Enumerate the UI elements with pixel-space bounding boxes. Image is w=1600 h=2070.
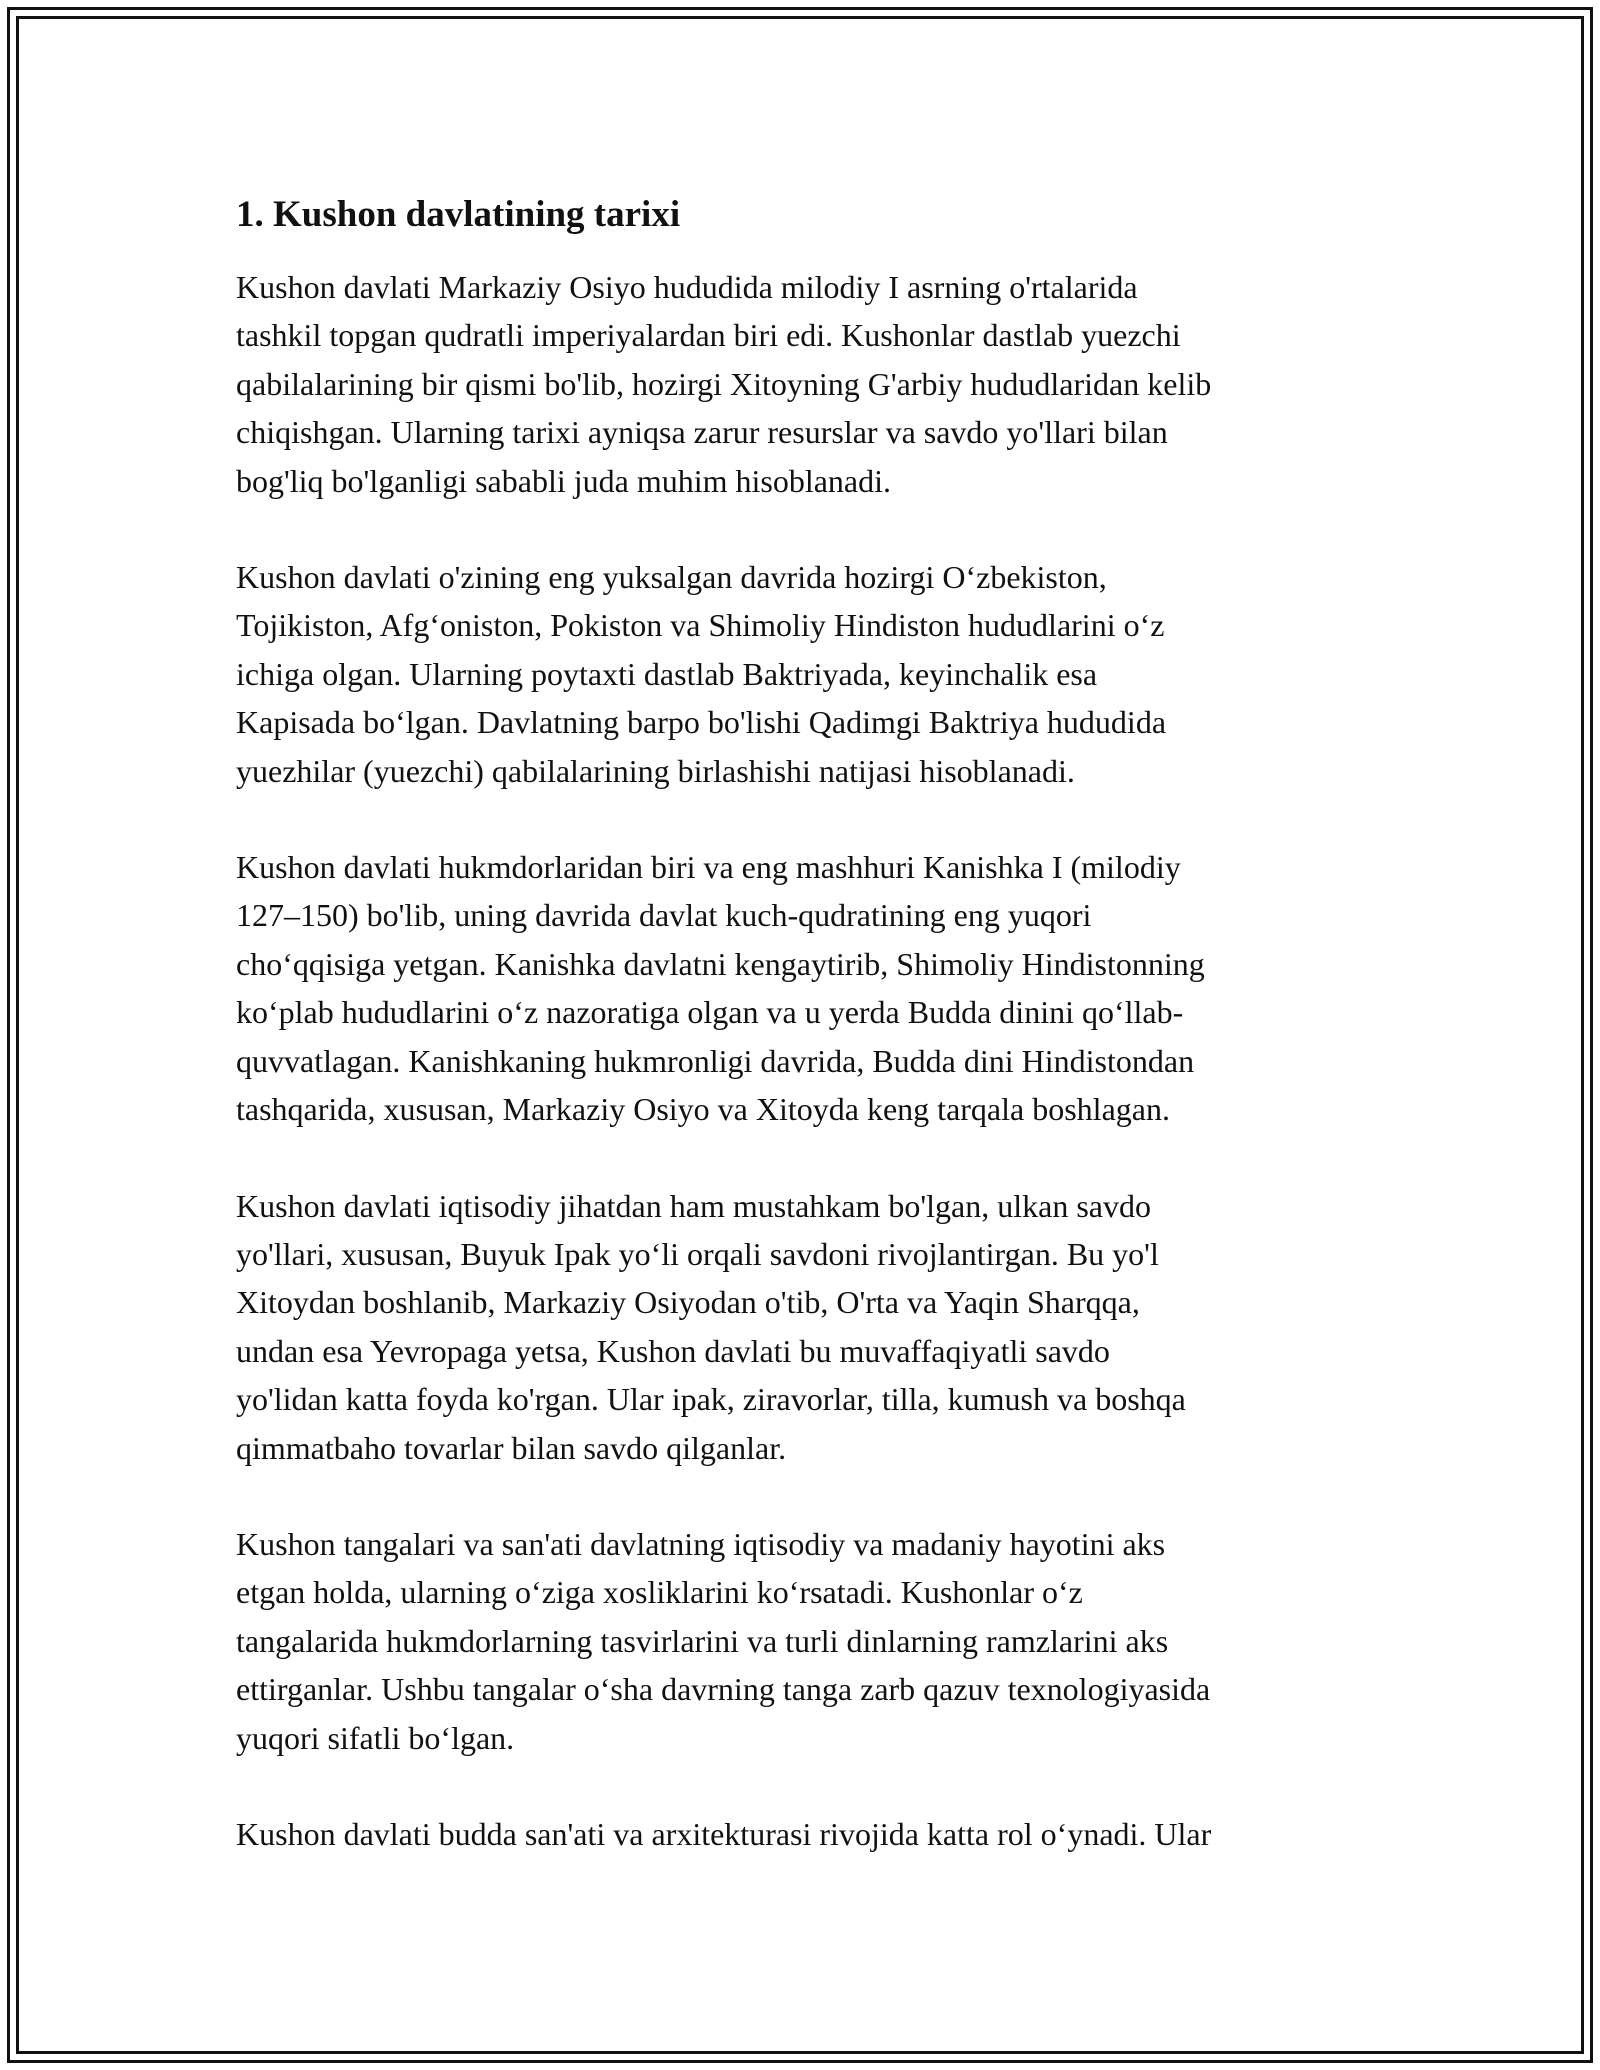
document-body [236,183,1361,1906]
section-title: 1. Kushon davlatining tarixi [236,194,681,235]
text-line: yo'llari, xususan, Buyuk Ipak yo‘li orqali savdoni rivojlantirgan. Bu yo'l [236,1235,1159,1272]
text-line: undan esa Yevropaga yetsa, Kushon davlati bu muvaffaqiyatli savdo [236,1332,1110,1369]
text-line: tashqarida, xususan, Markaziy Osiyo va Xitoyda keng tarqala boshlagan. [236,1091,1170,1128]
text-line: yo'lidan katta foyda ko'rgan. Ular ipak, ziravorlar, tilla, kumush va boshqa [236,1381,1186,1418]
paragraph [236,553,1361,795]
text-line: Kushon davlati hukmdorlaridan biri va eng mashhuri Kanishka I (milodiy [236,849,1181,886]
text-line: qabilalarining bir qismi bo'lib, hozirgi Xitoyning G'arbiy hududlaridan kelib [236,365,1212,402]
text-line: Tojikiston, Afg‘oniston, Pokiston va Shimoliy Hindiston hududlarini o‘z [236,607,1165,644]
paragraph [236,1520,1361,1762]
text-line: yuqori sifatli bo‘lgan. [236,1719,515,1756]
text-line: ichiga olgan. Ularning poytaxti dastlab Baktriyada, keyinchalik esa [236,655,1098,692]
text-line: Kushon tangalari va san'ati davlatning iqtisodiy va madaniy hayotini aks [236,1525,1166,1562]
text-line: Xitoydan boshlanib, Markaziy Osiyodan o'tib, O'rta va Yaqin Sharqqa, [236,1284,1140,1321]
paragraph [236,1810,1361,1858]
text-line: etgan holda, ularning o‘ziga xosliklarini ko‘rsatadi. Kushonlar o‘z [236,1574,1083,1611]
paragraph-list [236,263,1361,1858]
text-line: bog'liq bo'lganligi sababli juda muhim hisoblanadi. [236,462,892,499]
paragraph [236,263,1361,505]
text-line: quvvatlagan. Kanishkaning hukmronligi davrida, Budda dini Hindistondan [236,1042,1195,1079]
text-line: Kushon davlati iqtisodiy jihatdan ham mustahkam bo'lgan, ulkan savdo [236,1187,1151,1224]
text-line: chiqishgan. Ularning tarixi ayniqsa zarur resurslar va savdo yo'llari bilan [236,414,1168,451]
text-line: qimmatbaho tovarlar bilan savdo qilganlar. [236,1429,787,1466]
text-line: 127–150) bo'lib, uning davrida davlat kuch-qudratining eng yuqori [236,897,1092,934]
paragraph [236,843,1361,1133]
paragraph [236,1182,1361,1472]
text-line: yuezhilar (yuezchi) qabilalarining birlashishi natijasi hisoblanadi. [236,752,1075,789]
text-line: cho‘qqisiga yetgan. Kanishka davlatni kengaytirib, Shimoliy Hindistonning [236,945,1205,982]
text-line: tashkil topgan qudratli imperiyalardan biri edi. Kushonlar dastlab yuezchi [236,317,1181,354]
text-line: Kapisada bo‘lgan. Davlatning barpo bo'lishi Qadimgi Baktriya hududida [236,704,1167,741]
text-line: Kushon davlati o'zining eng yuksalgan davrida hozirgi O‘zbekiston, [236,559,1107,596]
text-line: tangalarida hukmdorlarning tasvirlarini va turli dinlarning ramzlarini aks [236,1622,1169,1659]
text-line: Kushon davlati Markaziy Osiyo hududida milodiy I asrning o'rtalarida [236,269,1138,305]
text-line: ko‘plab hududlarini o‘z nazoratiga olgan va u yerda Budda dinini qo‘llab- [236,994,1184,1031]
text-line: ettirganlar. Ushbu tangalar o‘sha davrning tanga zarb qazuv texnologiyasida [236,1671,1211,1708]
text-line: Kushon davlati budda san'ati va arxitekturasi rivojida katta rol o‘ynadi. Ular [236,1815,1212,1852]
